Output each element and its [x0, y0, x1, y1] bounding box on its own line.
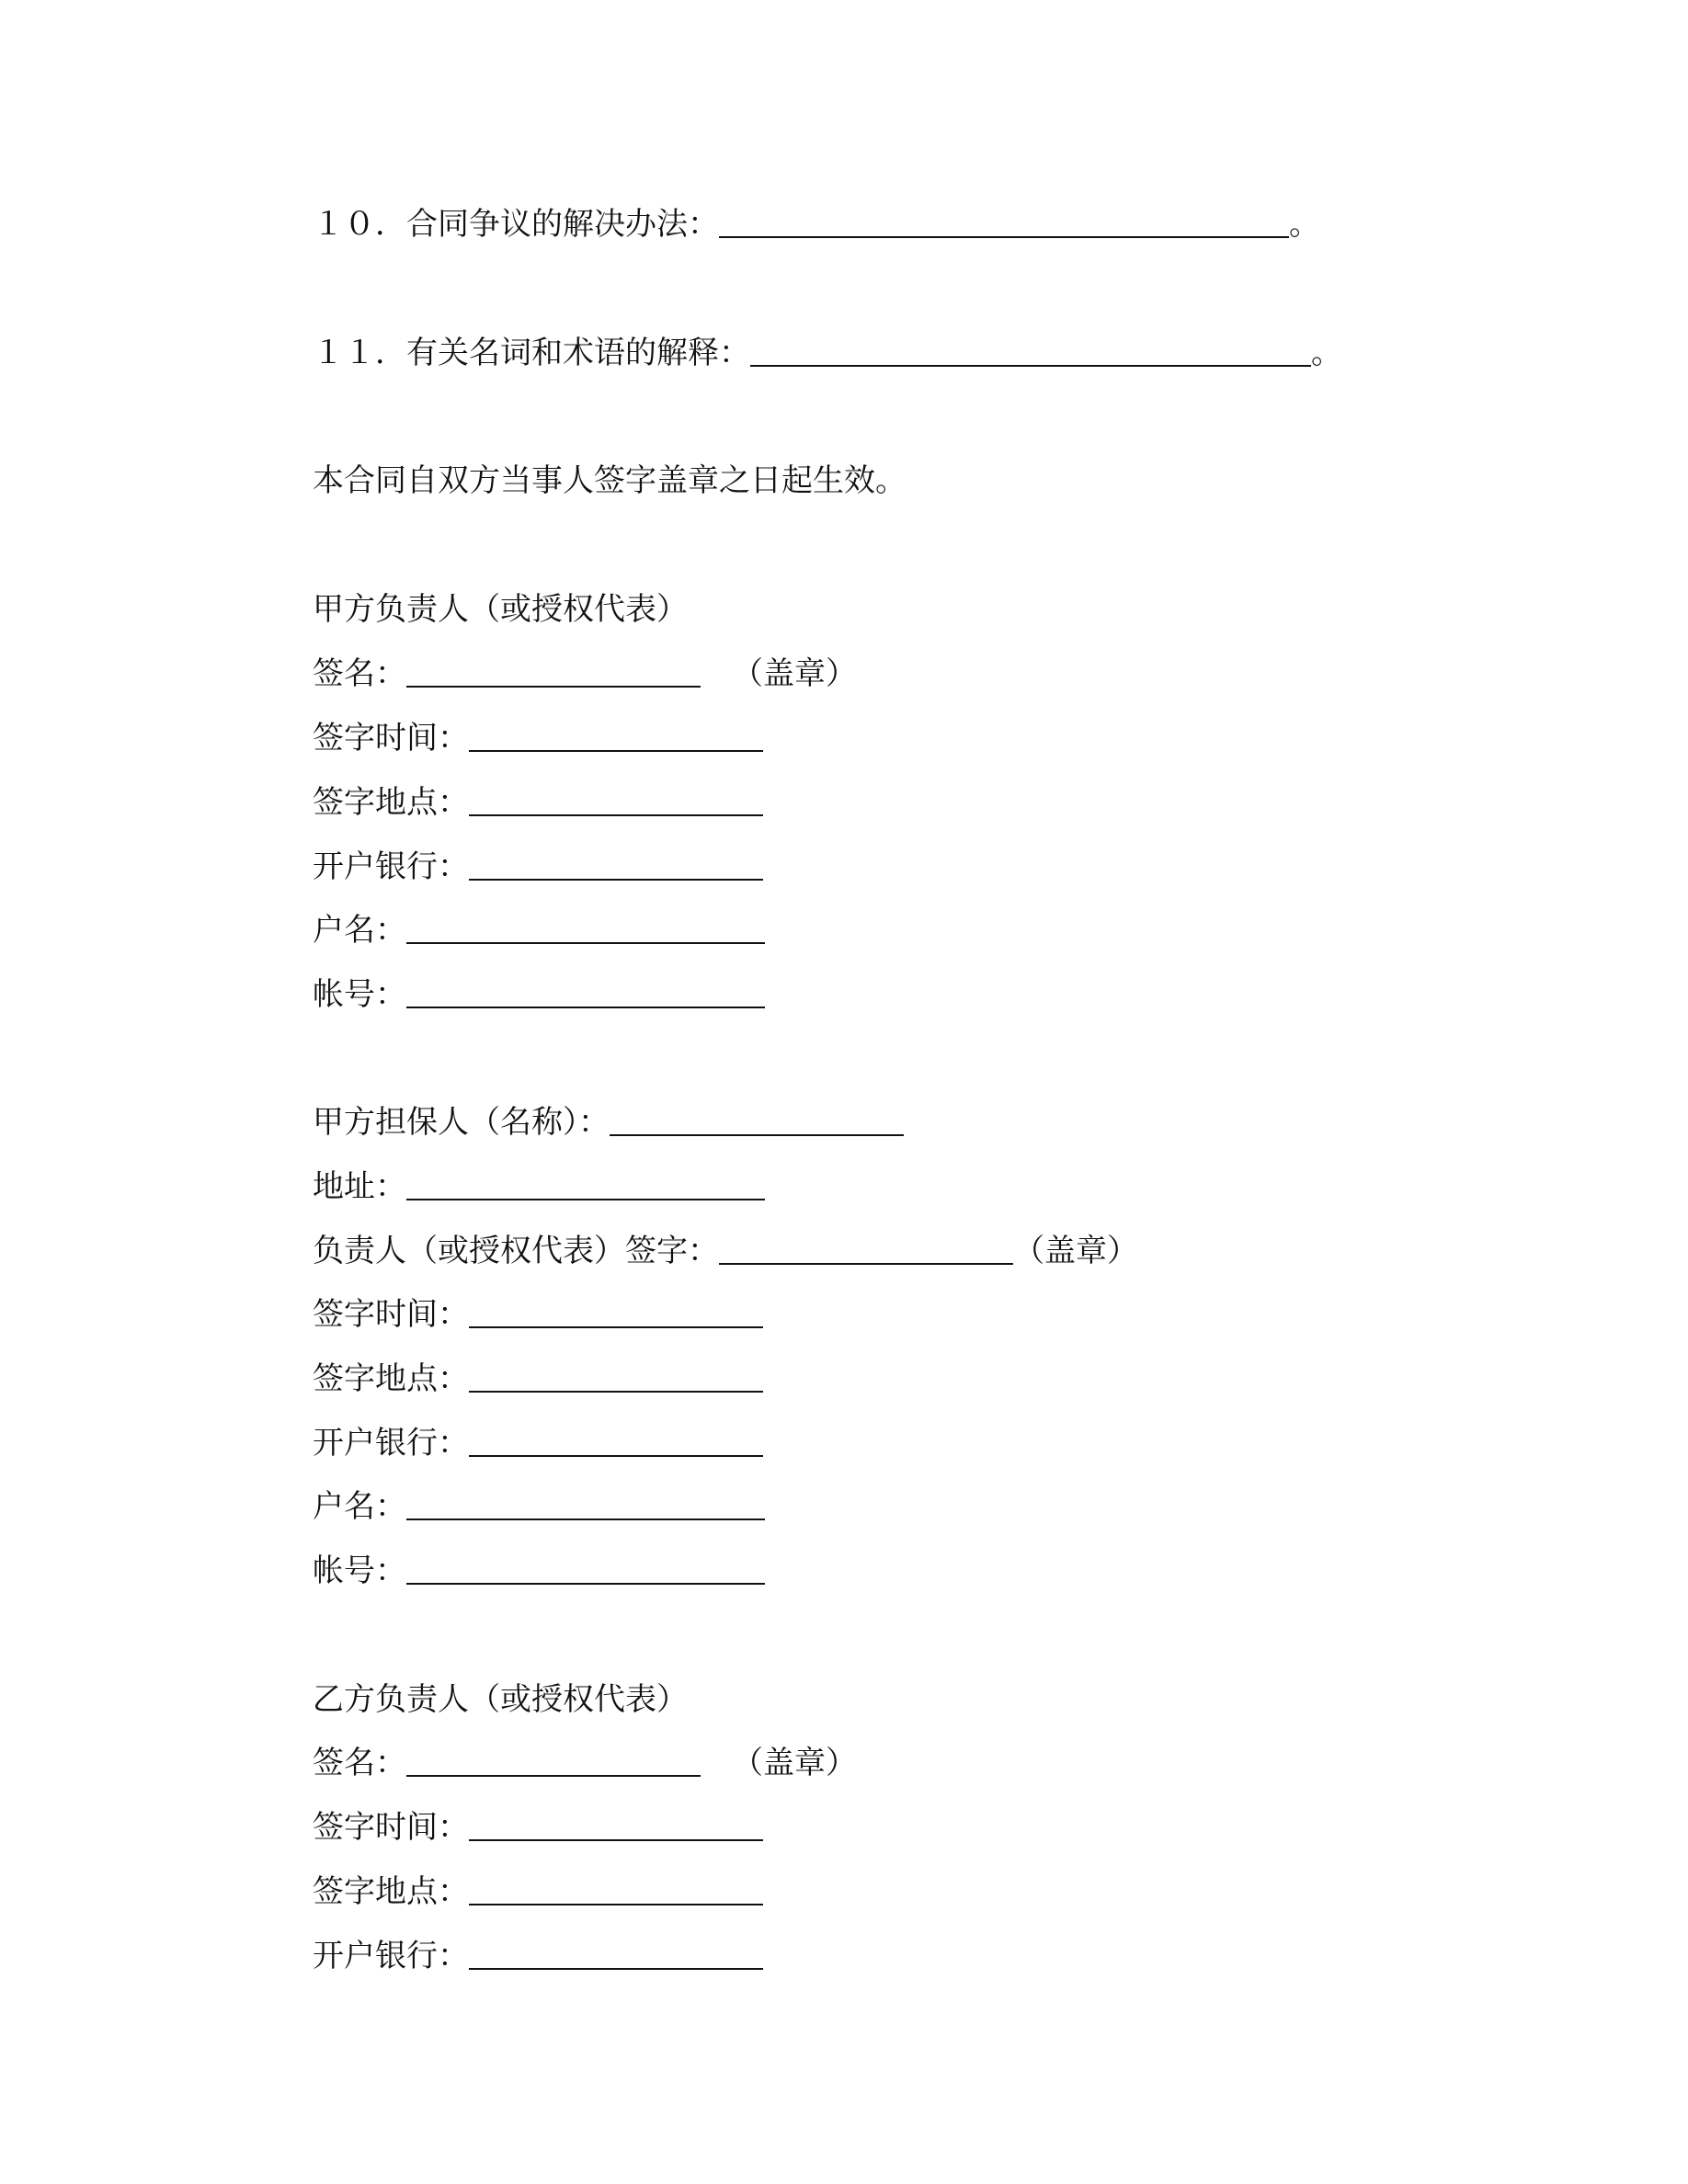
guarantor-rep-sign-label: 负责人（或授权代表）签字：: [313, 1233, 719, 1269]
party-b-bank-blank[interactable]: [469, 1968, 763, 1970]
party-a-account-no-label: 帐号：: [313, 976, 406, 1013]
party-a-sign-time-row: [313, 702, 763, 754]
party-b-signature-label: 签名：: [313, 1745, 406, 1781]
clause-10-label: １０．合同争议的解决办法：: [313, 206, 719, 243]
clause-11-blank[interactable]: [750, 365, 1311, 367]
party-a-signature-label: 签名：: [313, 655, 406, 692]
party-b-sign-place-row: [313, 1856, 763, 1910]
party-a-heading: [313, 574, 688, 628]
party-a-account-name-row: [313, 894, 765, 949]
party-a-bank-label: 开户银行：: [313, 848, 469, 885]
party-b-sign-time-blank[interactable]: [469, 1839, 763, 1841]
party-a-account-no-row: [313, 959, 765, 1013]
guarantor-name-label: 甲方担保人（名称）：: [313, 1104, 610, 1141]
guarantor-bank-row: [313, 1407, 763, 1462]
party-b-heading: [313, 1664, 688, 1718]
guarantor-rep-sign-row: [313, 1215, 1138, 1267]
party-b-sign-place-blank[interactable]: [469, 1904, 763, 1905]
party-b-sign-time-row: [313, 1792, 763, 1846]
party-b-seal-label: （盖章）: [732, 1745, 857, 1781]
guarantor-bank-blank[interactable]: [469, 1455, 763, 1457]
guarantor-rep-sign-blank[interactable]: [719, 1263, 1013, 1265]
party-a-sign-place-row: [313, 767, 763, 821]
party-a-signature-row: [313, 638, 857, 692]
guarantor-account-no-row: [313, 1535, 765, 1587]
party-a-account-name-label: 户名：: [313, 912, 406, 949]
party-a-sign-place-blank[interactable]: [469, 814, 763, 816]
party-a-bank-row: [313, 831, 763, 885]
guarantor-bank-label: 开户银行：: [313, 1425, 469, 1462]
guarantor-account-name-label: 户名：: [313, 1488, 406, 1525]
party-a-sign-time-label: 签字时间：: [313, 720, 469, 756]
party-a-sign-time-blank[interactable]: [469, 750, 763, 752]
guarantor-sign-place-blank[interactable]: [469, 1391, 763, 1393]
guarantor-account-name-row: [313, 1471, 765, 1525]
guarantor-name-blank[interactable]: [610, 1134, 904, 1136]
guarantor-seal-label: （盖章）: [1013, 1233, 1138, 1269]
guarantor-address-row: [313, 1151, 765, 1205]
party-a-account-name-blank[interactable]: [406, 942, 765, 944]
guarantor-sign-place-row: [313, 1343, 763, 1397]
effect-statement-text: 本合同自双方当事人签字盖章之日起生效。: [313, 462, 907, 499]
party-a-heading-text: 甲方负责人（或授权代表）: [313, 591, 688, 628]
party-b-bank-row: [313, 1920, 763, 1972]
party-a-bank-blank[interactable]: [469, 879, 763, 881]
guarantor-account-no-blank[interactable]: [406, 1583, 765, 1585]
effect-statement: [313, 445, 907, 499]
guarantor-name-row: [313, 1086, 904, 1141]
party-a-account-no-blank[interactable]: [406, 1007, 765, 1008]
guarantor-address-label: 地址：: [313, 1168, 406, 1205]
guarantor-address-blank[interactable]: [406, 1199, 765, 1200]
guarantor-sign-time-label: 签字时间：: [313, 1296, 469, 1333]
party-b-signature-row: [313, 1727, 857, 1779]
party-b-sign-time-label: 签字时间：: [313, 1809, 469, 1846]
guarantor-sign-time-blank[interactable]: [469, 1326, 763, 1328]
party-a-signature-blank[interactable]: [406, 686, 701, 688]
guarantor-sign-place-label: 签字地点：: [313, 1360, 469, 1397]
guarantor-account-no-label: 帐号：: [313, 1553, 406, 1589]
party-b-bank-label: 开户银行：: [313, 1938, 469, 1974]
clause-10: [313, 188, 1320, 243]
clause-11: [313, 317, 1342, 369]
party-b-heading-text: 乙方负责人（或授权代表）: [313, 1681, 688, 1718]
party-b-sign-place-label: 签字地点：: [313, 1873, 469, 1910]
clause-11-period: 。: [1311, 335, 1342, 371]
guarantor-sign-time-row: [313, 1279, 763, 1333]
clause-11-label: １１．有关名词和术语的解释：: [313, 335, 750, 371]
party-a-seal-label: （盖章）: [732, 655, 857, 692]
clause-10-blank[interactable]: [719, 236, 1289, 238]
party-a-sign-place-label: 签字地点：: [313, 784, 469, 821]
guarantor-account-name-blank[interactable]: [406, 1519, 765, 1520]
clause-10-period: 。: [1289, 206, 1320, 243]
party-b-signature-blank[interactable]: [406, 1775, 701, 1777]
